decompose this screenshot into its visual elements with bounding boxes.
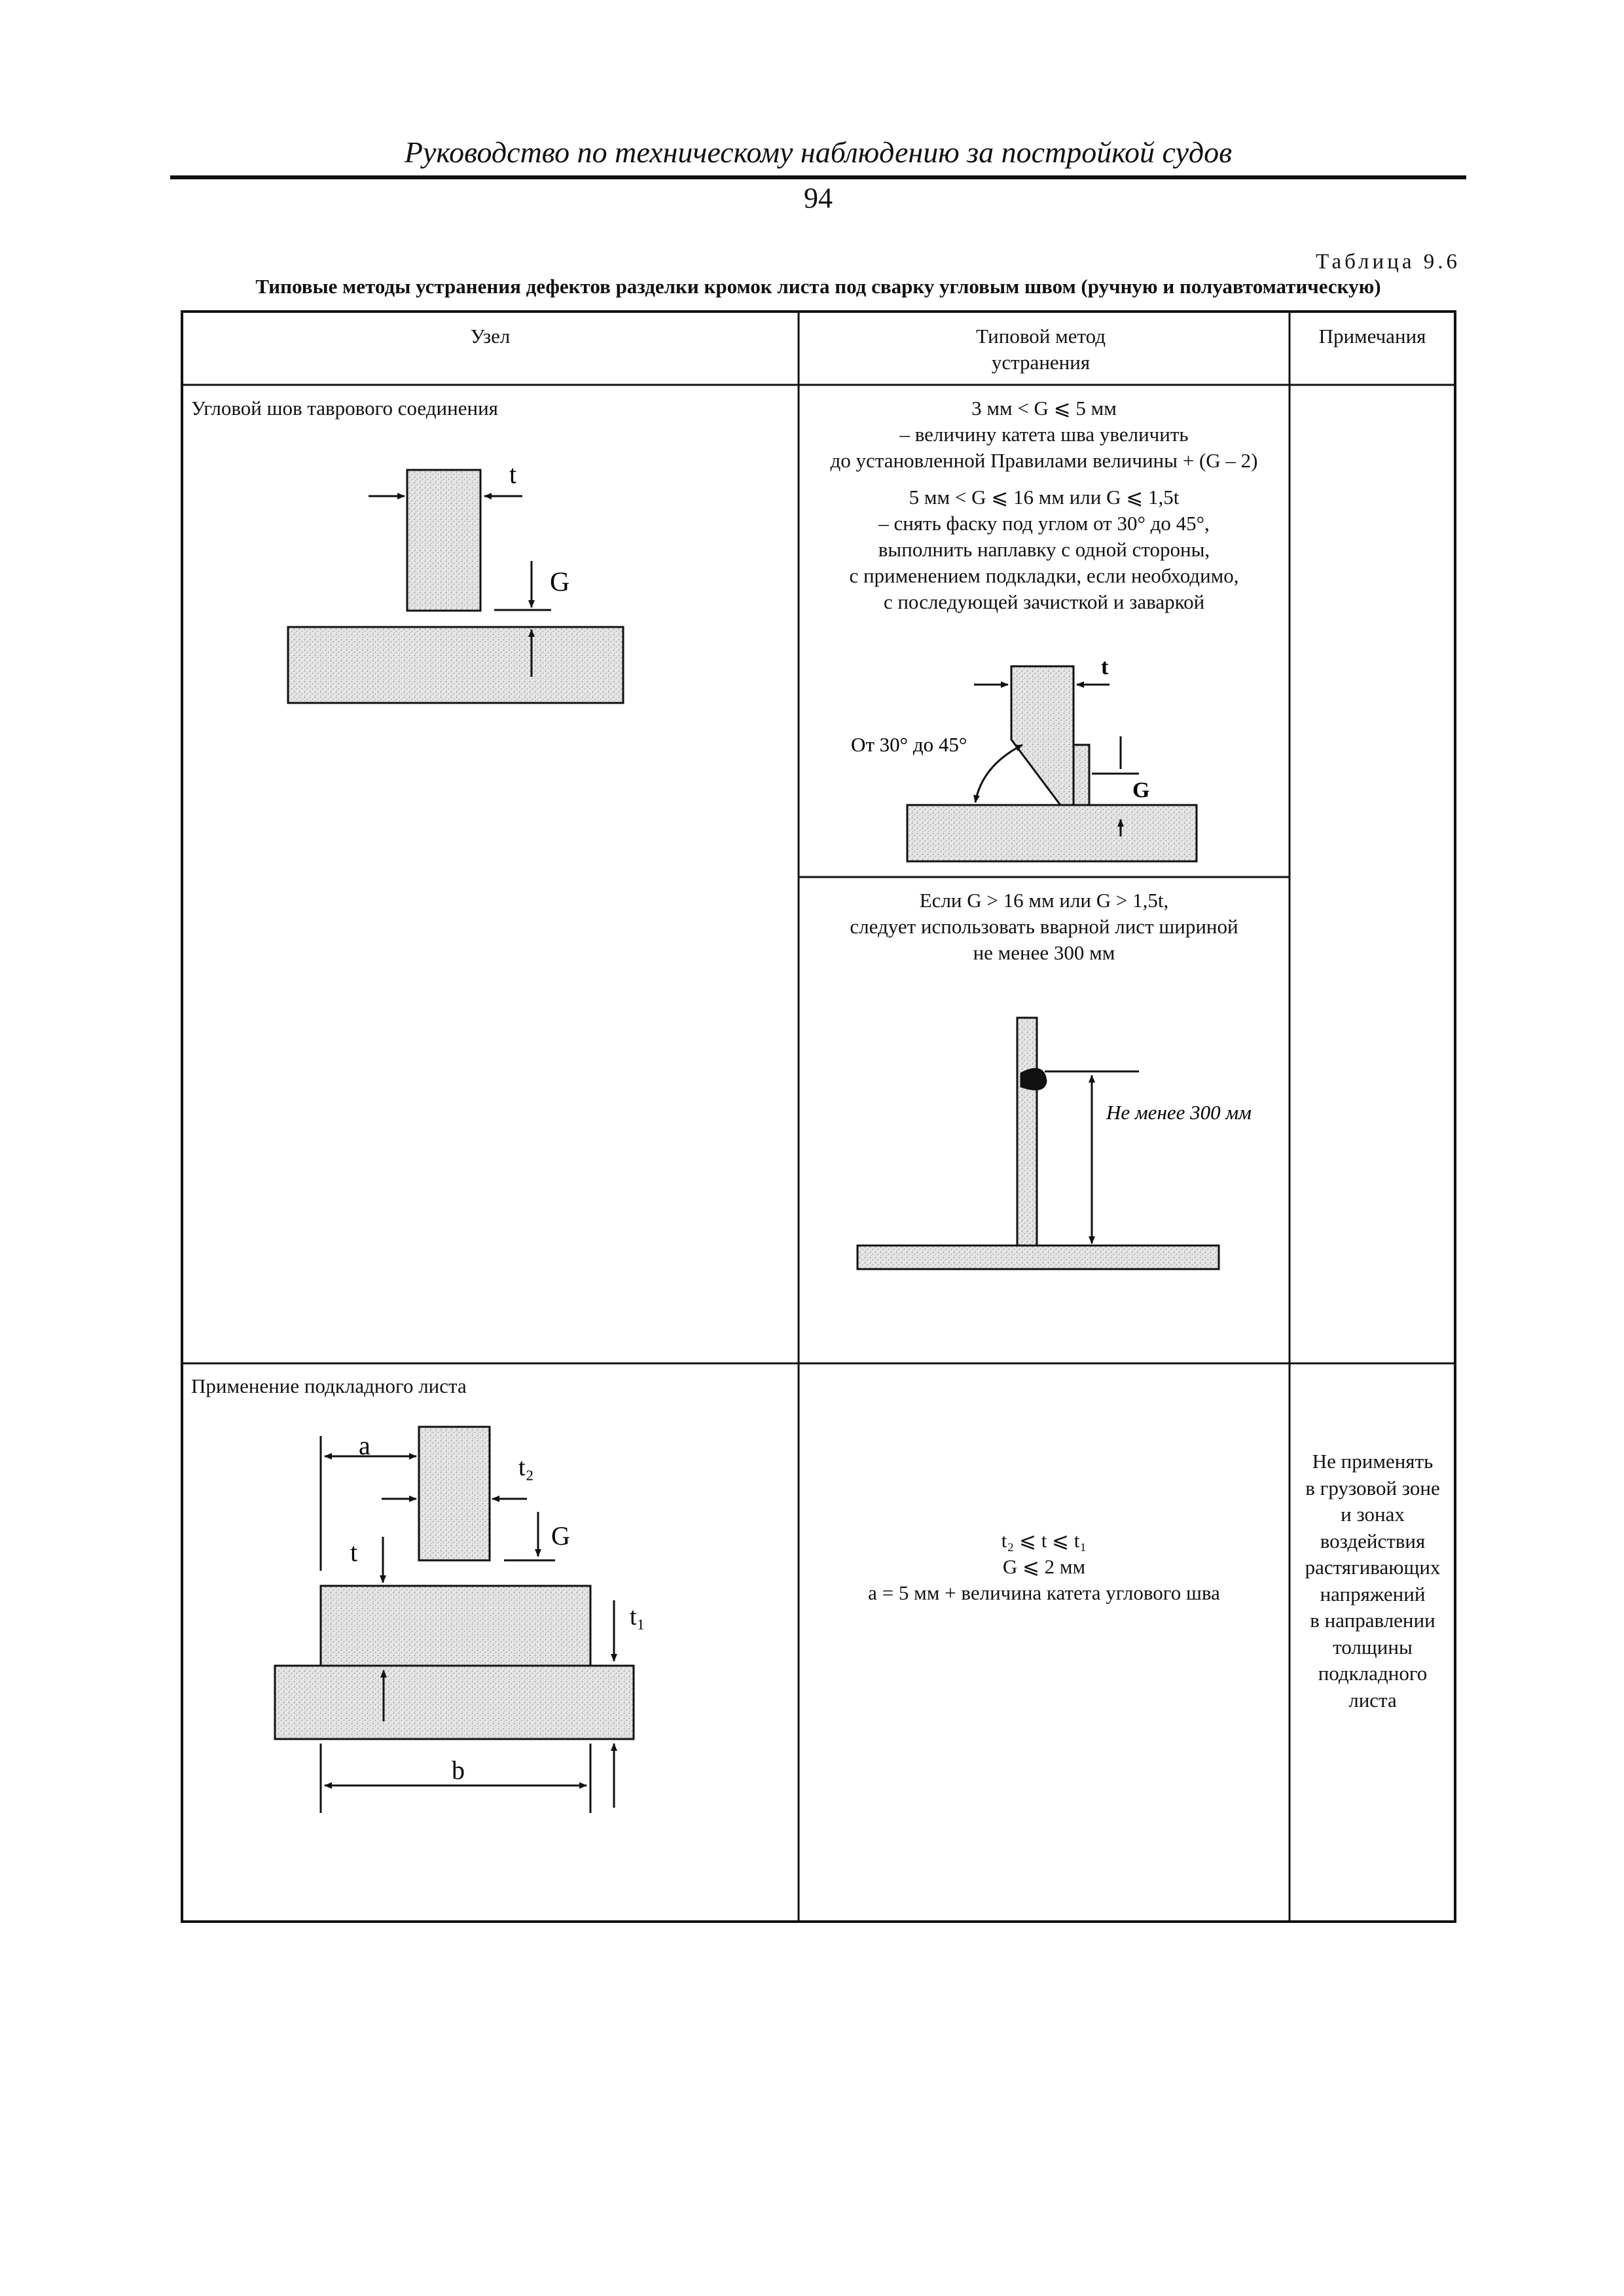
page-number: 94: [804, 182, 833, 214]
bevel-angle-label: От 30° до 45°: [851, 733, 967, 756]
note-line: растягивающих: [1305, 1556, 1441, 1579]
method-a-line: до установленной Правилами величины + (G – 2): [830, 449, 1258, 472]
method-b-line: выполнить наплавку с одной стороны,: [878, 538, 1210, 561]
tee-label-g: G: [550, 567, 570, 598]
method-c-line: Если G > 16 мм или G > 1,5t,: [919, 889, 1169, 912]
note-line: в направлении: [1310, 1609, 1435, 1632]
note-line: воздействия: [1320, 1529, 1426, 1552]
method-b-line: с последующей зачисткой и заваркой: [883, 590, 1205, 613]
column-header-method: Типовой метод устранения: [975, 325, 1106, 374]
backing-label-a: a: [359, 1431, 370, 1460]
method-line: t₂ ⩽ t ⩽ t₁: [1001, 1529, 1087, 1552]
bevel-label-t: t: [1101, 655, 1109, 679]
bevel-diagram: [907, 666, 1197, 861]
row1-method-b: [800, 484, 1288, 615]
row2-node-label: Применение подкладного листа: [191, 1374, 467, 1397]
note-line: подкладного: [1318, 1662, 1428, 1685]
method-b-line: с применением подкладки, если необходимо,: [849, 564, 1239, 587]
tee-joint-diagram: [288, 470, 623, 703]
backing-label-t: t: [350, 1537, 358, 1567]
method-line: G ⩽ 2 мм: [1002, 1555, 1086, 1578]
row2-method: [800, 1528, 1288, 1606]
table-label: Таблица 9.6: [1316, 250, 1460, 274]
note-line: напряжений: [1320, 1582, 1426, 1605]
table-title: Типовые методы устранения дефектов разделки кромок листа под сварку угловым швом (ручную и полуавтоматическую): [255, 275, 1381, 298]
column-header-notes: Примечания: [1318, 325, 1426, 348]
note-line: и зонах: [1341, 1503, 1405, 1526]
backing-label-g: G: [551, 1521, 570, 1551]
insert-plate-diagram: [857, 1018, 1219, 1269]
bevel-label-g: G: [1132, 778, 1150, 802]
running-title: Руководство по техническому наблюдению за постройкой судов: [404, 135, 1233, 169]
insert-dimension-label: Не менее 300 мм: [1106, 1101, 1252, 1124]
row1-method-c: [800, 888, 1288, 966]
note-line: листа: [1348, 1688, 1397, 1712]
backing-label-b: b: [452, 1755, 465, 1785]
method-a-line: – величину катета шва увеличить: [899, 423, 1189, 446]
method-c-line: не менее 300 мм: [973, 941, 1115, 964]
row1-method-a: [800, 395, 1288, 474]
row1-node-label: Угловой шов таврового соединения: [191, 397, 498, 420]
backing-label-t1: t₁: [630, 1603, 645, 1630]
column-header-node: Узел: [470, 325, 511, 348]
note-line: Не применять: [1312, 1450, 1434, 1473]
note-line: в грузовой зоне: [1305, 1476, 1440, 1499]
method-b-line: 5 мм < G ⩽ 16 мм или G ⩽ 1,5t: [909, 486, 1180, 509]
method-line: a = 5 мм + величина катета углового шва: [868, 1581, 1220, 1604]
method-b-line: – снять фаску под углом от 30° до 45°,: [878, 512, 1210, 535]
method-c-line: следует использовать вварной лист шириной: [850, 915, 1238, 938]
backing-label-t2: t₂: [518, 1454, 534, 1481]
tee-label-t: t: [509, 459, 517, 489]
row2-note: [1291, 1448, 1454, 1713]
note-line: толщины: [1333, 1635, 1413, 1659]
method-a-line: 3 мм < G ⩽ 5 мм: [971, 397, 1117, 420]
